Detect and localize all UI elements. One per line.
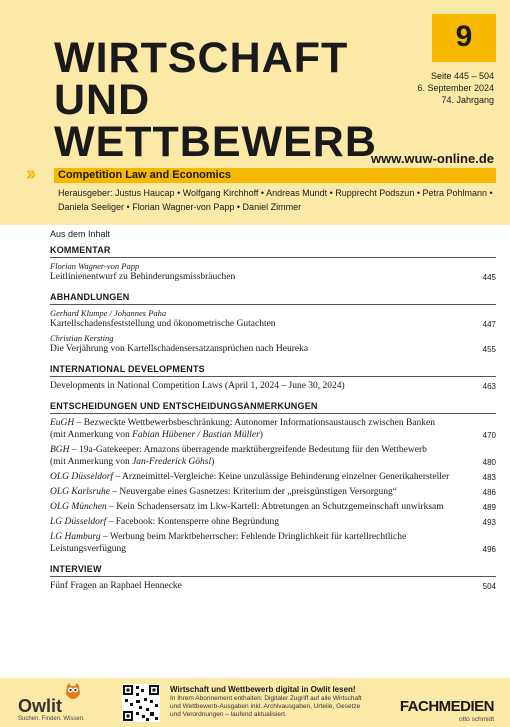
issue-meta [417, 70, 494, 106]
issue-date: 6. September 2024 [417, 83, 494, 93]
entry-court: BGH [50, 445, 70, 455]
toc-entry [50, 261, 496, 283]
promo-text: In Ihrem Abonnement enthalten: Digitaler Zugriff auf alle Wirtschaft und Wettbewerb-Ausgaben inkl. Archivausgaben, Urteile, Gesetze und Verordnungen – laufend aktualisiert. [170, 695, 362, 718]
toc-section [50, 245, 496, 283]
toc-entry [50, 531, 496, 555]
entry-text [50, 333, 308, 355]
journal-title-line-3: WETTBEWERB [54, 118, 377, 166]
entry-page-number: 455 [482, 345, 496, 354]
entry-title [50, 501, 444, 513]
toc-section [50, 564, 496, 592]
journal-title-line-2: UND [54, 76, 151, 124]
promo-title: Wirtschaft und Wettbewerb digital in Owlit lesen! [170, 685, 356, 694]
entry-text [50, 486, 397, 498]
entry-title: Leitlinienentwurf zu Behinderungsmissbräuchen [50, 272, 236, 282]
journal-url: www.wuw-online.de [370, 151, 494, 166]
section-heading: KOMMENTAR [50, 245, 496, 258]
entry-title [50, 516, 279, 528]
owl-icon [64, 682, 82, 704]
section-heading: INTERVIEW [50, 564, 496, 577]
annotation-prefix: (mit Anmerkung von [50, 430, 133, 440]
toc-entry [50, 471, 496, 483]
editors-list: Herausgeber: Justus Haucap • Wolfgang Kirchhoff • Andreas Mundt • Rupprecht Podszun • Petra Pohlmann • Daniela Seeliger • Florian Wagner-von Papp • Daniel Zimmer [58, 188, 493, 212]
annotation-author: Fabian Hübener / Bastian Müller [132, 430, 260, 440]
entry-court: OLG Düsseldorf [50, 472, 114, 482]
footer-banner [0, 678, 510, 727]
masthead [0, 0, 510, 225]
entry-title: Die Verjährung von Kartellschadensersatzansprüchen nach Heureka [50, 344, 309, 354]
entry-text [50, 380, 345, 392]
journal-subtitle: Competition Law and Economics [58, 169, 231, 181]
section-heading: INTERNATIONAL DEVELOPMENTS [50, 364, 496, 377]
entry-court: EuGH [50, 418, 75, 428]
entry-court: OLG München [50, 502, 107, 512]
entry-page-number: 486 [482, 488, 496, 497]
entry-page-number: 489 [482, 503, 496, 512]
section-heading: ABHANDLUNGEN [50, 292, 496, 305]
entry-title-text: – Facebook: Kontensperre ohne Begründung [106, 517, 280, 527]
entry-text [50, 308, 276, 330]
entry-court: LG Düsseldorf [50, 517, 107, 527]
publisher-subtitle: otto schmidt [458, 716, 494, 723]
entry-text [50, 501, 444, 513]
qr-code-icon [122, 684, 160, 722]
entry-page-number: 504 [482, 582, 496, 591]
issue-badge [432, 14, 496, 62]
toc-section [50, 292, 496, 355]
toc-entry [50, 486, 496, 498]
owlit-tagline: Suchen. Finden. Wissen. [18, 716, 85, 722]
section-heading: ENTSCHEIDUNGEN UND ENTSCHEIDUNGSANMERKUNGEN [50, 401, 496, 414]
entry-page-number: 447 [482, 320, 496, 329]
toc-entry [50, 333, 496, 355]
issue-number: 9 [455, 20, 473, 53]
toc-section [50, 364, 496, 392]
entry-title-text: – Neuvergabe eines Gasnetzes: Kriterium der „preisgünstigen Versorgung“ [109, 487, 397, 497]
table-of-contents [50, 225, 496, 601]
toc-entry [50, 580, 496, 592]
entry-page-number: 470 [482, 431, 496, 440]
entry-title-text: – Arzneimittel-Vergleiche: Keine unzulässige Behinderung einzelner Generikahersteller [113, 472, 450, 482]
issue-volume: 74. Jahrgang [441, 95, 494, 105]
entry-title [50, 486, 397, 498]
toc-entry [50, 501, 496, 513]
entry-title-text: – Werbung beim Marktbeherrscher: Fehlende Dringlichkeit für kartellrechtliche Leistungsverfügung [50, 532, 407, 554]
entry-court: OLG Karlsruhe [50, 487, 110, 497]
entry-text [50, 444, 427, 468]
entry-page-number: 496 [482, 545, 496, 554]
annotation-author: Jan-Frederick Göhsl [132, 457, 212, 467]
entry-title: Kartellschadensfeststellung und ökonometrische Gutachten [50, 319, 276, 329]
entry-annotation [50, 429, 435, 441]
entry-title-text: – Bezweckte Wettbewerbsbeschränkung: Autonomer Informationsaustausch zwischen Banken [74, 418, 436, 428]
entry-title [50, 471, 449, 483]
entry-page-number: 445 [482, 273, 496, 282]
owlit-logo: Owlit [18, 696, 62, 716]
entry-text [50, 261, 235, 283]
entry-page-number: 483 [482, 473, 496, 482]
journal-title-line-1: WIRTSCHAFT [54, 34, 349, 82]
entry-title: Developments in National Competition Laws (April 1, 2024 – June 30, 2024) [50, 381, 345, 391]
toc-entry [50, 516, 496, 528]
entry-text [50, 471, 449, 483]
entry-title [50, 531, 460, 555]
entry-page-number: 493 [482, 518, 496, 527]
entry-title-text: – Kein Schadensersatz im Lkw-Kartell: Abtretungen an Schutzgemeinschaft unwirksam [106, 502, 444, 512]
double-chevron-icon: ›› [26, 163, 34, 185]
toc-entry [50, 308, 496, 330]
issue-pages: Seite 445 – 504 [430, 71, 494, 81]
entry-author: Florian Wagner-von Papp [50, 261, 140, 271]
entry-text [50, 580, 182, 592]
entry-court: LG Hamburg [50, 532, 101, 542]
toc-entry [50, 444, 496, 468]
toc-entry [50, 417, 496, 441]
entry-title: Fünf Fragen an Raphael Hennecke [50, 581, 182, 591]
entry-text [50, 531, 460, 555]
entry-text [50, 417, 435, 441]
entry-text [50, 516, 279, 528]
entry-title [50, 444, 427, 456]
toc-entry [50, 380, 496, 392]
toc-intro: Aus dem Inhalt [50, 229, 111, 239]
entry-title-text: – 19a-Gatekeeper: Amazons überragende marktübergreifende Bedeutung für den Wettbewerb [69, 445, 427, 455]
entry-author: Christian Kersting [50, 333, 114, 343]
annotation-prefix: (mit Anmerkung von [50, 457, 133, 467]
entry-annotation [50, 456, 427, 468]
entry-author: Gerhard Klumpe / Johannes Paha [50, 308, 167, 318]
entry-title [50, 417, 435, 429]
annotation-suffix: ) [259, 430, 263, 440]
entry-page-number: 480 [482, 458, 496, 467]
publisher-logo: FACHMEDIEN [399, 698, 494, 715]
toc-section [50, 401, 496, 555]
entry-page-number: 463 [482, 382, 496, 391]
annotation-suffix: ) [211, 457, 215, 467]
